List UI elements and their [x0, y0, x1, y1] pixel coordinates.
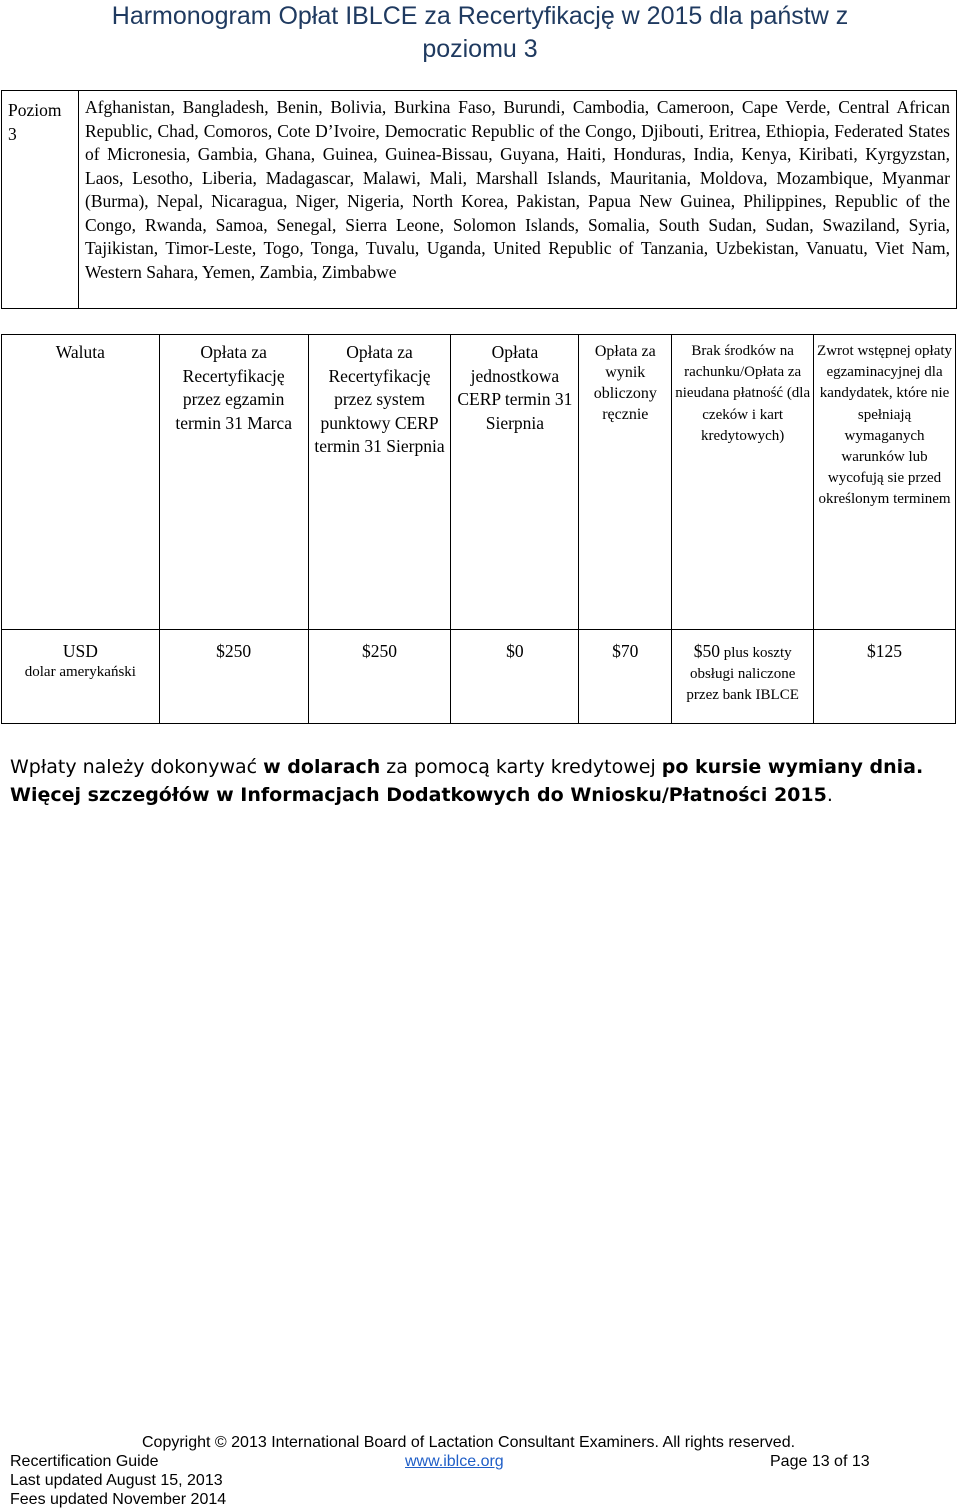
cell-cerp-fee: $250	[308, 630, 451, 724]
note-part1: Wpłaty należy dokonywać	[10, 756, 264, 778]
header-refund: Zwrot wstępnej opłaty egzaminacyjnej dla kandydatek, które nie spełniają wymaganych warunków lub wycofują sie przed określonym terminem	[814, 335, 956, 630]
cell-currency	[2, 630, 160, 724]
footer-fees-updated: Fees updated November 2014	[10, 1491, 227, 1508]
level-number: 3	[8, 123, 17, 144]
header-cerp-unit-fee: Opłata jednostkowa CERP termin 31 Sierpnia	[451, 335, 579, 630]
level-table	[1, 90, 957, 309]
note-part2: za pomocą karty kredytowej	[380, 756, 662, 778]
header-hand-score-fee: Opłata za wynik obliczony ręcznie	[579, 335, 672, 630]
level-label-cell	[2, 91, 79, 309]
currency-code: USD	[62, 641, 98, 661]
header-nsf-fee: Brak środków na rachunku/Opłata za nieudana płatność (dla czeków i kart kredytowych)	[672, 335, 814, 630]
cell-cerp-unit-fee: $0	[451, 630, 579, 724]
nsf-note: plus koszty obsługi naliczone przez bank IBLCE	[686, 645, 799, 704]
page-title	[0, 0, 960, 66]
note-bold-dollars: w dolarach	[263, 756, 381, 778]
footer-guide-name: Recertification Guide	[10, 1453, 159, 1470]
header-exam-fee: Opłata za Recertyfikację przez egzamin termin 31 Marca	[159, 335, 308, 630]
fees-header-row	[2, 335, 956, 630]
fees-table	[1, 334, 956, 724]
footer-copyright: Copyright © 2013 International Board of Lactation Consultant Examiners. All rights reserved.	[142, 1434, 796, 1451]
page-title-line2: poziomu 3	[422, 35, 538, 63]
currency-name: dolar amerykański	[24, 663, 136, 680]
cell-refund: $125	[814, 630, 956, 724]
note-bold-rate: po kursie wymiany dnia.	[661, 756, 924, 778]
payment-note	[10, 753, 950, 809]
cell-hand-score-fee: $70	[579, 630, 672, 724]
header-currency: Waluta	[2, 335, 160, 630]
countries-list: Afghanistan, Bangladesh, Benin, Bolivia, Burkina Faso, Burundi, Cambodia, Cameroon, Cape Verde, Central African Republic, Chad, Comoros, Cote D’Ivoire, Democratic Republic of the Congo, Djibouti, Eritrea, Ethiopia, Federated States of Micronesia, Gambia, Ghana, Guinea, Guinea-Bissau, Guyana, Haiti, Honduras, India, Kenya, Kiribati, Kyrgyzstan, Laos, Lesotho, Liberia, Madagascar, Malawi, Mali, Marshall Islands, Mauritania, Moldova, Mozambique, Myanmar (Burma), Nepal, Nicaragua, Niger, Nigeria, North Korea, Pakistan, Papua New Guinea, Philippines, Republic of the Congo, Rwanda, Samoa, Senegal, Sierra Leone, Solomon Islands, Somalia, South Sudan, Sudan, Swaziland, Syria, Tajikistan, Timor-Leste, Togo, Tonga, Tuvalu, Uganda, United Republic of Tanzania, Uzbekistan, Vanuatu, Viet Nam, Western Sahara, Yemen, Zambia, Zimbabwe	[79, 91, 957, 309]
level-label: Poziom	[8, 100, 62, 120]
note-bold-details: Więcej szczegółów w Informacjach Dodatkowych do Wniosku/Płatności 2015	[10, 784, 827, 806]
footer-last-updated: Last updated August 15, 2013	[10, 1472, 223, 1489]
footer-page-number: Page 13 of 13	[770, 1453, 870, 1470]
note-end: .	[826, 784, 833, 806]
footer-website-link[interactable]: www.iblce.org	[405, 1453, 504, 1470]
level-row	[2, 91, 957, 309]
nsf-amount: $50	[693, 641, 720, 661]
fees-row-usd	[2, 630, 956, 724]
page-title-line1: Harmonogram Opłat IBLCE za Recertyfikację w 2015 dla państw z	[111, 2, 849, 30]
header-cerp-fee: Opłata za Recertyfikację przez system punktowy CERP termin 31 Sierpnia	[308, 335, 451, 630]
cell-exam-fee: $250	[159, 630, 308, 724]
cell-nsf-fee	[672, 630, 814, 724]
